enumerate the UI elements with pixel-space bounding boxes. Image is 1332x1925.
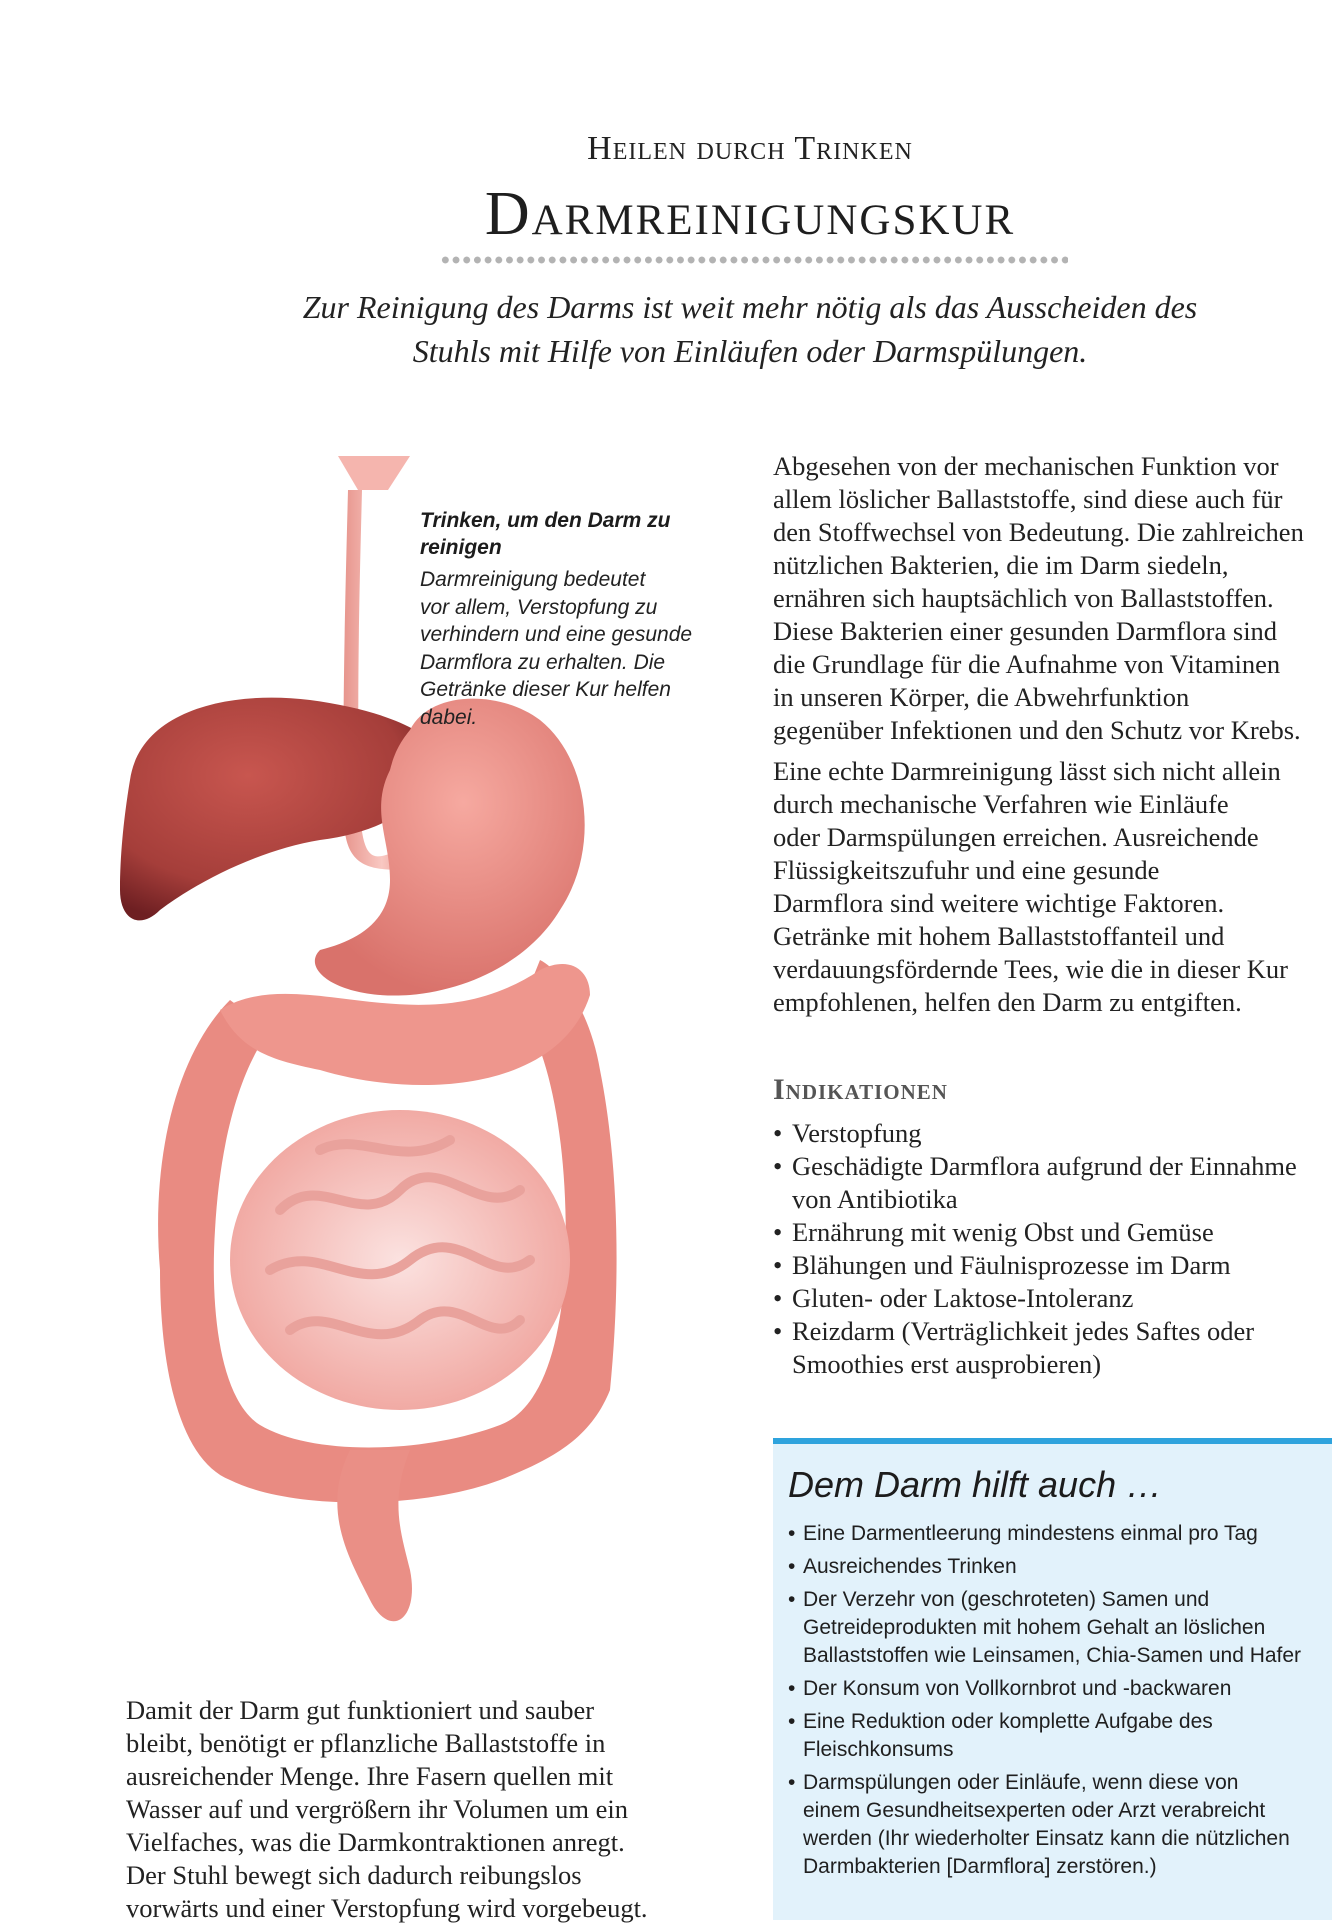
text-line: Flüssigkeitszufuhr und eine gesunde <box>773 855 1160 885</box>
text-line: Abgesehen von der mechanischen Funktion vor <box>773 451 1279 481</box>
text-line: ausreichender Menge. Ihre Fasern quellen mit <box>126 1761 614 1791</box>
subtitle-line: Stuhls mit Hilfe von Einläufen oder Darmspülungen. <box>412 333 1088 369</box>
caption-title-line: Trinken, um den Darm zu <box>420 509 671 532</box>
pharynx-shape <box>338 456 410 490</box>
right-column-text <box>773 450 1332 1027</box>
text-line: werden (Ihr wiederholter Einsatz kann die nützlichen <box>803 1827 1290 1850</box>
text-line: die Grundlage für die Aufnahme von Vitaminen <box>773 649 1281 679</box>
paragraph <box>773 450 1332 747</box>
caption-line: verhindern und eine gesunde <box>420 623 693 646</box>
text-line: den Stoffwechsel von Bedeutung. Die zahlreichen <box>773 517 1304 547</box>
text-line: • Darmspülungen oder Einläufe, wenn diese von <box>803 1771 1239 1794</box>
rectum-shape <box>337 1450 412 1621</box>
caption-line: Darmflora zu erhalten. Die <box>420 650 666 674</box>
caption-line: vor allem, Verstopfung zu <box>420 595 658 619</box>
text-line: Ernährung mit wenig Obst und Gemüse <box>792 1217 1214 1247</box>
text-line: Darmbakterien [Darmflora] zerstören.) <box>803 1855 1157 1878</box>
text-line: Getreideprodukten mit hohem Gehalt an löslichen <box>803 1616 1266 1639</box>
tips-box-title: Dem Darm hilft auch … <box>788 1464 1163 1505</box>
text-line: Vielfaches, was die Darmkontraktionen anregt. <box>126 1827 625 1857</box>
caption-line: Getränke dieser Kur helfen <box>420 678 671 701</box>
page-title: Darmreinigungskur <box>484 180 1016 248</box>
text-line: Verstopfung <box>792 1118 922 1148</box>
text-line: bleibt, benötigt er pflanzliche Ballaststoffe in <box>126 1728 606 1758</box>
text-line: oder Darmspülungen erreichen. Ausreichende <box>773 822 1259 852</box>
text-line: Reizdarm (Verträglichkeit jedes Saftes oder <box>792 1316 1255 1346</box>
text-line: empfohlenen, helfen den Darm zu entgiften. <box>773 987 1242 1017</box>
text-line: von Antibiotika <box>792 1184 958 1214</box>
illustration-caption-text <box>420 566 720 731</box>
text-line: Eine echte Darmreinigung lässt sich nicht allein <box>773 756 1281 786</box>
left-bottom-paragraph <box>126 1694 746 1925</box>
text-line: Damit der Darm gut funktioniert und sauber <box>126 1695 595 1725</box>
paragraph <box>773 755 1332 1019</box>
text-line: Geschädigte Darmflora aufgrund der Einnahme <box>792 1151 1297 1181</box>
page-kicker: Heilen durch Trinken <box>587 130 913 167</box>
page-subtitle <box>240 285 1260 373</box>
tips-list <box>788 1520 1301 1886</box>
text-line: vorwärts und einer Verstopfung wird vorgebeugt. <box>126 1893 648 1923</box>
list-item <box>788 1708 1301 1764</box>
text-line: Blähungen und Fäulnisprozesse im Darm <box>792 1250 1231 1280</box>
text-line: Getränke mit hohem Ballaststoffanteil und <box>773 921 1225 951</box>
text-line: Diese Bakterien einer gesunden Darmflora sind <box>773 616 1278 646</box>
list-item <box>788 1769 1301 1881</box>
list-item <box>788 1553 1301 1581</box>
list-item <box>773 1216 1297 1249</box>
text-line: verdauungsfördernde Tees, wie die in dieser Kur <box>773 954 1288 984</box>
text-line: • Ausreichendes Trinken <box>803 1555 1017 1578</box>
text-line: in unseren Körper, die Abwehrfunktion <box>773 682 1190 712</box>
tips-box <box>773 1438 1332 1920</box>
text-line: • Der Verzehr von (geschroteten) Samen und <box>803 1588 1210 1611</box>
caption-line: Darmreinigung bedeutet <box>420 568 646 591</box>
text-line: einem Gesundheitsexperten oder Arzt verabreicht <box>803 1799 1266 1822</box>
list-item <box>773 1282 1297 1315</box>
text-line: Smoothies erst ausprobieren) <box>792 1349 1102 1379</box>
text-line: Der Stuhl bewegt sich dadurch reibungslos <box>126 1860 582 1890</box>
list-item <box>773 1117 1297 1150</box>
text-line: • Eine Reduktion oder komplette Aufgabe des <box>803 1710 1213 1733</box>
list-item <box>788 1675 1301 1703</box>
indications-list <box>773 1117 1297 1381</box>
text-line: • Der Konsum von Vollkornbrot und -backwaren <box>803 1677 1232 1700</box>
subtitle-line: Zur Reinigung des Darms ist weit mehr nötig als das Ausscheiden des <box>302 289 1198 325</box>
caption-title-line: reinigen <box>420 536 502 559</box>
text-line: • Eine Darmentleerung mindestens einmal pro Tag <box>803 1522 1258 1545</box>
text-line: Darmflora sind weitere wichtige Faktoren. <box>773 888 1225 918</box>
indications-heading: Indikationen <box>773 1073 948 1106</box>
text-line: nützlichen Bakterien, die im Darm siedeln, <box>773 550 1229 580</box>
text-line: Fleischkonsums <box>803 1738 954 1761</box>
illustration-caption-title <box>420 507 720 561</box>
list-item <box>773 1150 1297 1216</box>
text-line: Gluten- oder Laktose-Intoleranz <box>792 1283 1134 1313</box>
caption-line: dabei. <box>420 705 478 729</box>
text-line: Wasser auf und vergrößern ihr Volumen um ein <box>126 1794 628 1824</box>
title-dotted-divider <box>440 255 1068 265</box>
text-line: allem löslicher Ballaststoffe, sind diese auch für <box>773 484 1283 514</box>
list-item <box>788 1586 1301 1670</box>
list-item <box>773 1315 1297 1381</box>
text-line: ernähren sich hauptsächlich von Ballaststoffen. <box>773 583 1274 613</box>
text-line: durch mechanische Verfahren wie Einläufe <box>773 789 1229 819</box>
list-item <box>788 1520 1301 1548</box>
text-line: Ballaststoffen wie Leinsamen, Chia-Samen und Hafer <box>803 1644 1302 1667</box>
text-line: gegenüber Infektionen und den Schutz vor Krebs. <box>773 715 1301 745</box>
list-item <box>773 1249 1297 1282</box>
